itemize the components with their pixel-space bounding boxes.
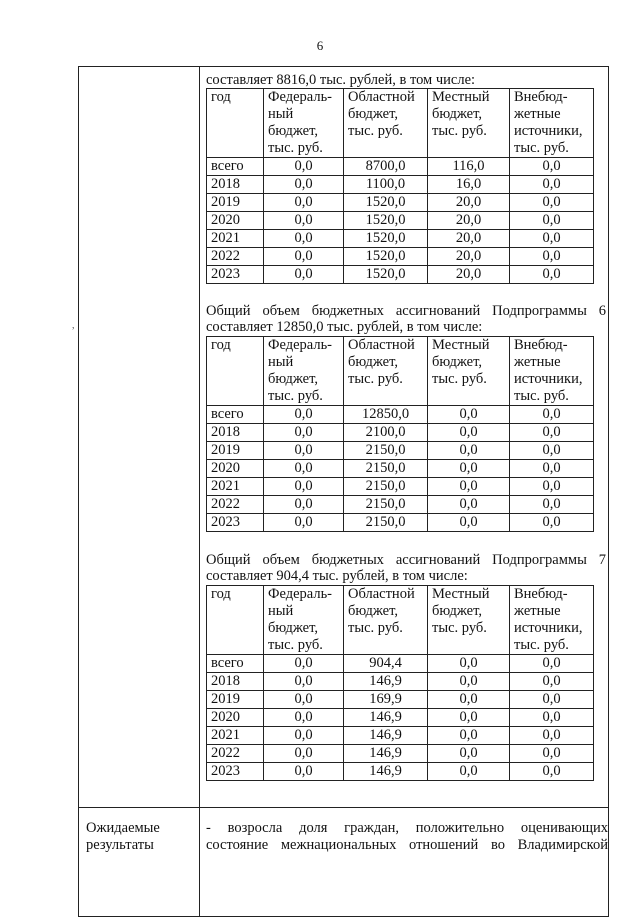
amount-cell: 0,0 [428, 442, 510, 460]
amount-cell: 0,0 [264, 763, 344, 781]
amount-cell: 1520,0 [344, 230, 428, 248]
amount-cell: 8700,0 [344, 158, 428, 176]
table-row [207, 212, 594, 230]
amount-cell: 0,0 [428, 673, 510, 691]
amount-cell: 0,0 [264, 212, 344, 230]
amount-cell: 0,0 [264, 424, 344, 442]
amount-cell: 1100,0 [344, 176, 428, 194]
amount-cell: 146,9 [344, 673, 428, 691]
amount-cell: 0,0 [428, 496, 510, 514]
amount-cell: 0,0 [510, 709, 594, 727]
amount-cell: 0,0 [510, 406, 594, 424]
section2-intro-line1: Общий объем бюджетных ассигнований Подпрограммы 6 [206, 303, 606, 319]
table-row [207, 496, 594, 514]
year-cell: 2020 [207, 212, 264, 230]
amount-cell: 0,0 [264, 158, 344, 176]
amount-cell: 0,0 [510, 176, 594, 194]
amount-cell: 2100,0 [344, 424, 428, 442]
year-cell: 2018 [207, 424, 264, 442]
amount-cell: 2150,0 [344, 442, 428, 460]
amount-cell: 0,0 [510, 496, 594, 514]
table-row [207, 176, 594, 194]
column-header: Внебюд- жетные источники, тыс. руб. [510, 89, 594, 158]
table-row [207, 478, 594, 496]
amount-cell: 2150,0 [344, 460, 428, 478]
amount-cell: 0,0 [510, 194, 594, 212]
table-row [207, 406, 594, 424]
amount-cell: 0,0 [264, 230, 344, 248]
amount-cell: 1520,0 [344, 266, 428, 284]
column-header: Областной бюджет, тыс. руб. [344, 337, 428, 406]
amount-cell: 904,4 [344, 655, 428, 673]
column-header: год [207, 337, 264, 406]
amount-cell: 0,0 [264, 655, 344, 673]
year-cell: 2019 [207, 194, 264, 212]
amount-cell: 20,0 [428, 212, 510, 230]
column-header: Областной бюджет, тыс. руб. [344, 586, 428, 655]
amount-cell: 169,9 [344, 691, 428, 709]
amount-cell: 0,0 [428, 478, 510, 496]
year-cell: 2019 [207, 691, 264, 709]
column-header: Внебюд- жетные источники, тыс. руб. [510, 337, 594, 406]
amount-cell: 0,0 [510, 230, 594, 248]
amount-cell: 0,0 [264, 709, 344, 727]
amount-cell: 0,0 [264, 496, 344, 514]
year-cell: 2021 [207, 230, 264, 248]
amount-cell: 0,0 [428, 514, 510, 532]
amount-cell: 0,0 [510, 727, 594, 745]
year-cell: 2023 [207, 514, 264, 532]
year-cell: 2018 [207, 673, 264, 691]
amount-cell: 146,9 [344, 745, 428, 763]
amount-cell: 0,0 [510, 763, 594, 781]
table-row [207, 745, 594, 763]
amount-cell: 0,0 [428, 691, 510, 709]
column-header: Федераль- ный бюджет, тыс. руб. [264, 89, 344, 158]
amount-cell: 0,0 [264, 176, 344, 194]
amount-cell: 0,0 [510, 442, 594, 460]
table-row [207, 691, 594, 709]
table-row [207, 673, 594, 691]
amount-cell: 0,0 [510, 745, 594, 763]
amount-cell: 0,0 [428, 460, 510, 478]
column-header: Местный бюджет, тыс. руб. [428, 586, 510, 655]
column-header: Федераль- ный бюджет, тыс. руб. [264, 586, 344, 655]
amount-cell: 0,0 [510, 212, 594, 230]
amount-cell: 0,0 [264, 442, 344, 460]
amount-cell: 0,0 [428, 709, 510, 727]
table-header-row [207, 337, 594, 406]
year-cell: 2018 [207, 176, 264, 194]
amount-cell: 20,0 [428, 248, 510, 266]
amount-cell: 1520,0 [344, 248, 428, 266]
table-row [207, 194, 594, 212]
table-row [207, 266, 594, 284]
amount-cell: 146,9 [344, 709, 428, 727]
page-number: 6 [316, 38, 324, 53]
column-header: Внебюд- жетные источники, тыс. руб. [510, 586, 594, 655]
amount-cell: 0,0 [428, 655, 510, 673]
amount-cell: 0,0 [264, 691, 344, 709]
funding-row-left-cell [78, 66, 200, 808]
table-header-row [207, 586, 594, 655]
year-cell: 2021 [207, 478, 264, 496]
amount-cell: 0,0 [510, 673, 594, 691]
amount-cell: 0,0 [264, 266, 344, 284]
amount-cell: 0,0 [510, 478, 594, 496]
column-header: Местный бюджет, тыс. руб. [428, 89, 510, 158]
amount-cell: 0,0 [510, 248, 594, 266]
table-row [207, 424, 594, 442]
amount-cell: 0,0 [510, 424, 594, 442]
year-cell: всего [207, 406, 264, 424]
amount-cell: 0,0 [264, 248, 344, 266]
year-cell: всего [207, 158, 264, 176]
amount-cell: 146,9 [344, 763, 428, 781]
amount-cell: 2150,0 [344, 514, 428, 532]
year-cell: 2021 [207, 727, 264, 745]
amount-cell: 0,0 [510, 266, 594, 284]
expected-results-line2: состояние межнациональных отношений во Владимирской [206, 837, 608, 853]
table-row [207, 514, 594, 532]
expected-results-label: Ожидаемые результаты [86, 820, 160, 853]
table-header-row [207, 89, 594, 158]
amount-cell: 0,0 [264, 673, 344, 691]
amount-cell: 0,0 [510, 158, 594, 176]
margin-mark: , [72, 320, 75, 331]
table-row [207, 709, 594, 727]
amount-cell: 0,0 [428, 763, 510, 781]
year-cell: 2023 [207, 763, 264, 781]
year-cell: 2022 [207, 745, 264, 763]
section3-intro-line1: Общий объем бюджетных ассигнований Подпрограммы 7 [206, 552, 606, 568]
table-row [207, 655, 594, 673]
section1-intro [206, 72, 606, 88]
amount-cell: 0,0 [264, 727, 344, 745]
section3-intro-line2: составляет 904,4 тыс. рублей, в том числе: [206, 568, 468, 584]
amount-cell: 0,0 [264, 478, 344, 496]
amount-cell: 1520,0 [344, 212, 428, 230]
table-row [207, 248, 594, 266]
table-row [207, 442, 594, 460]
amount-cell: 0,0 [264, 406, 344, 424]
column-header: Областной бюджет, тыс. руб. [344, 89, 428, 158]
amount-cell: 0,0 [428, 424, 510, 442]
table-row [207, 158, 594, 176]
amount-cell: 146,9 [344, 727, 428, 745]
amount-cell: 0,0 [510, 460, 594, 478]
amount-cell: 2150,0 [344, 496, 428, 514]
table-row [207, 727, 594, 745]
section3-intro [206, 552, 606, 584]
table-row [207, 763, 594, 781]
year-cell: 2023 [207, 266, 264, 284]
budget-table-section3 [206, 585, 594, 781]
year-cell: 2022 [207, 248, 264, 266]
column-header: Федераль- ный бюджет, тыс. руб. [264, 337, 344, 406]
budget-table-section1 [206, 88, 594, 284]
amount-cell: 0,0 [510, 514, 594, 532]
amount-cell: 0,0 [264, 745, 344, 763]
section1-intro-line: составляет 8816,0 тыс. рублей, в том числе: [206, 72, 476, 88]
amount-cell: 20,0 [428, 194, 510, 212]
year-cell: всего [207, 655, 264, 673]
year-cell: 2020 [207, 460, 264, 478]
amount-cell: 0,0 [428, 745, 510, 763]
section2-intro [206, 303, 606, 335]
year-cell: 2019 [207, 442, 264, 460]
budget-table-section2 [206, 336, 594, 532]
amount-cell: 0,0 [428, 727, 510, 745]
expected-results-text [206, 820, 608, 854]
table-row [207, 460, 594, 478]
amount-cell: 0,0 [264, 194, 344, 212]
amount-cell: 20,0 [428, 230, 510, 248]
amount-cell: 0,0 [510, 655, 594, 673]
column-header: Местный бюджет, тыс. руб. [428, 337, 510, 406]
amount-cell: 1520,0 [344, 194, 428, 212]
year-cell: 2022 [207, 496, 264, 514]
amount-cell: 0,0 [264, 460, 344, 478]
amount-cell: 0,0 [264, 514, 344, 532]
amount-cell: 20,0 [428, 266, 510, 284]
table-row [207, 230, 594, 248]
amount-cell: 2150,0 [344, 478, 428, 496]
year-cell: 2020 [207, 709, 264, 727]
amount-cell: 116,0 [428, 158, 510, 176]
amount-cell: 16,0 [428, 176, 510, 194]
column-header: год [207, 586, 264, 655]
amount-cell: 12850,0 [344, 406, 428, 424]
amount-cell: 0,0 [428, 406, 510, 424]
expected-results-line1: - возросла доля граждан, положительно оценивающих [206, 820, 608, 836]
section2-intro-line2: составляет 12850,0 тыс. рублей, в том числе: [206, 319, 483, 335]
column-header: год [207, 89, 264, 158]
amount-cell: 0,0 [510, 691, 594, 709]
